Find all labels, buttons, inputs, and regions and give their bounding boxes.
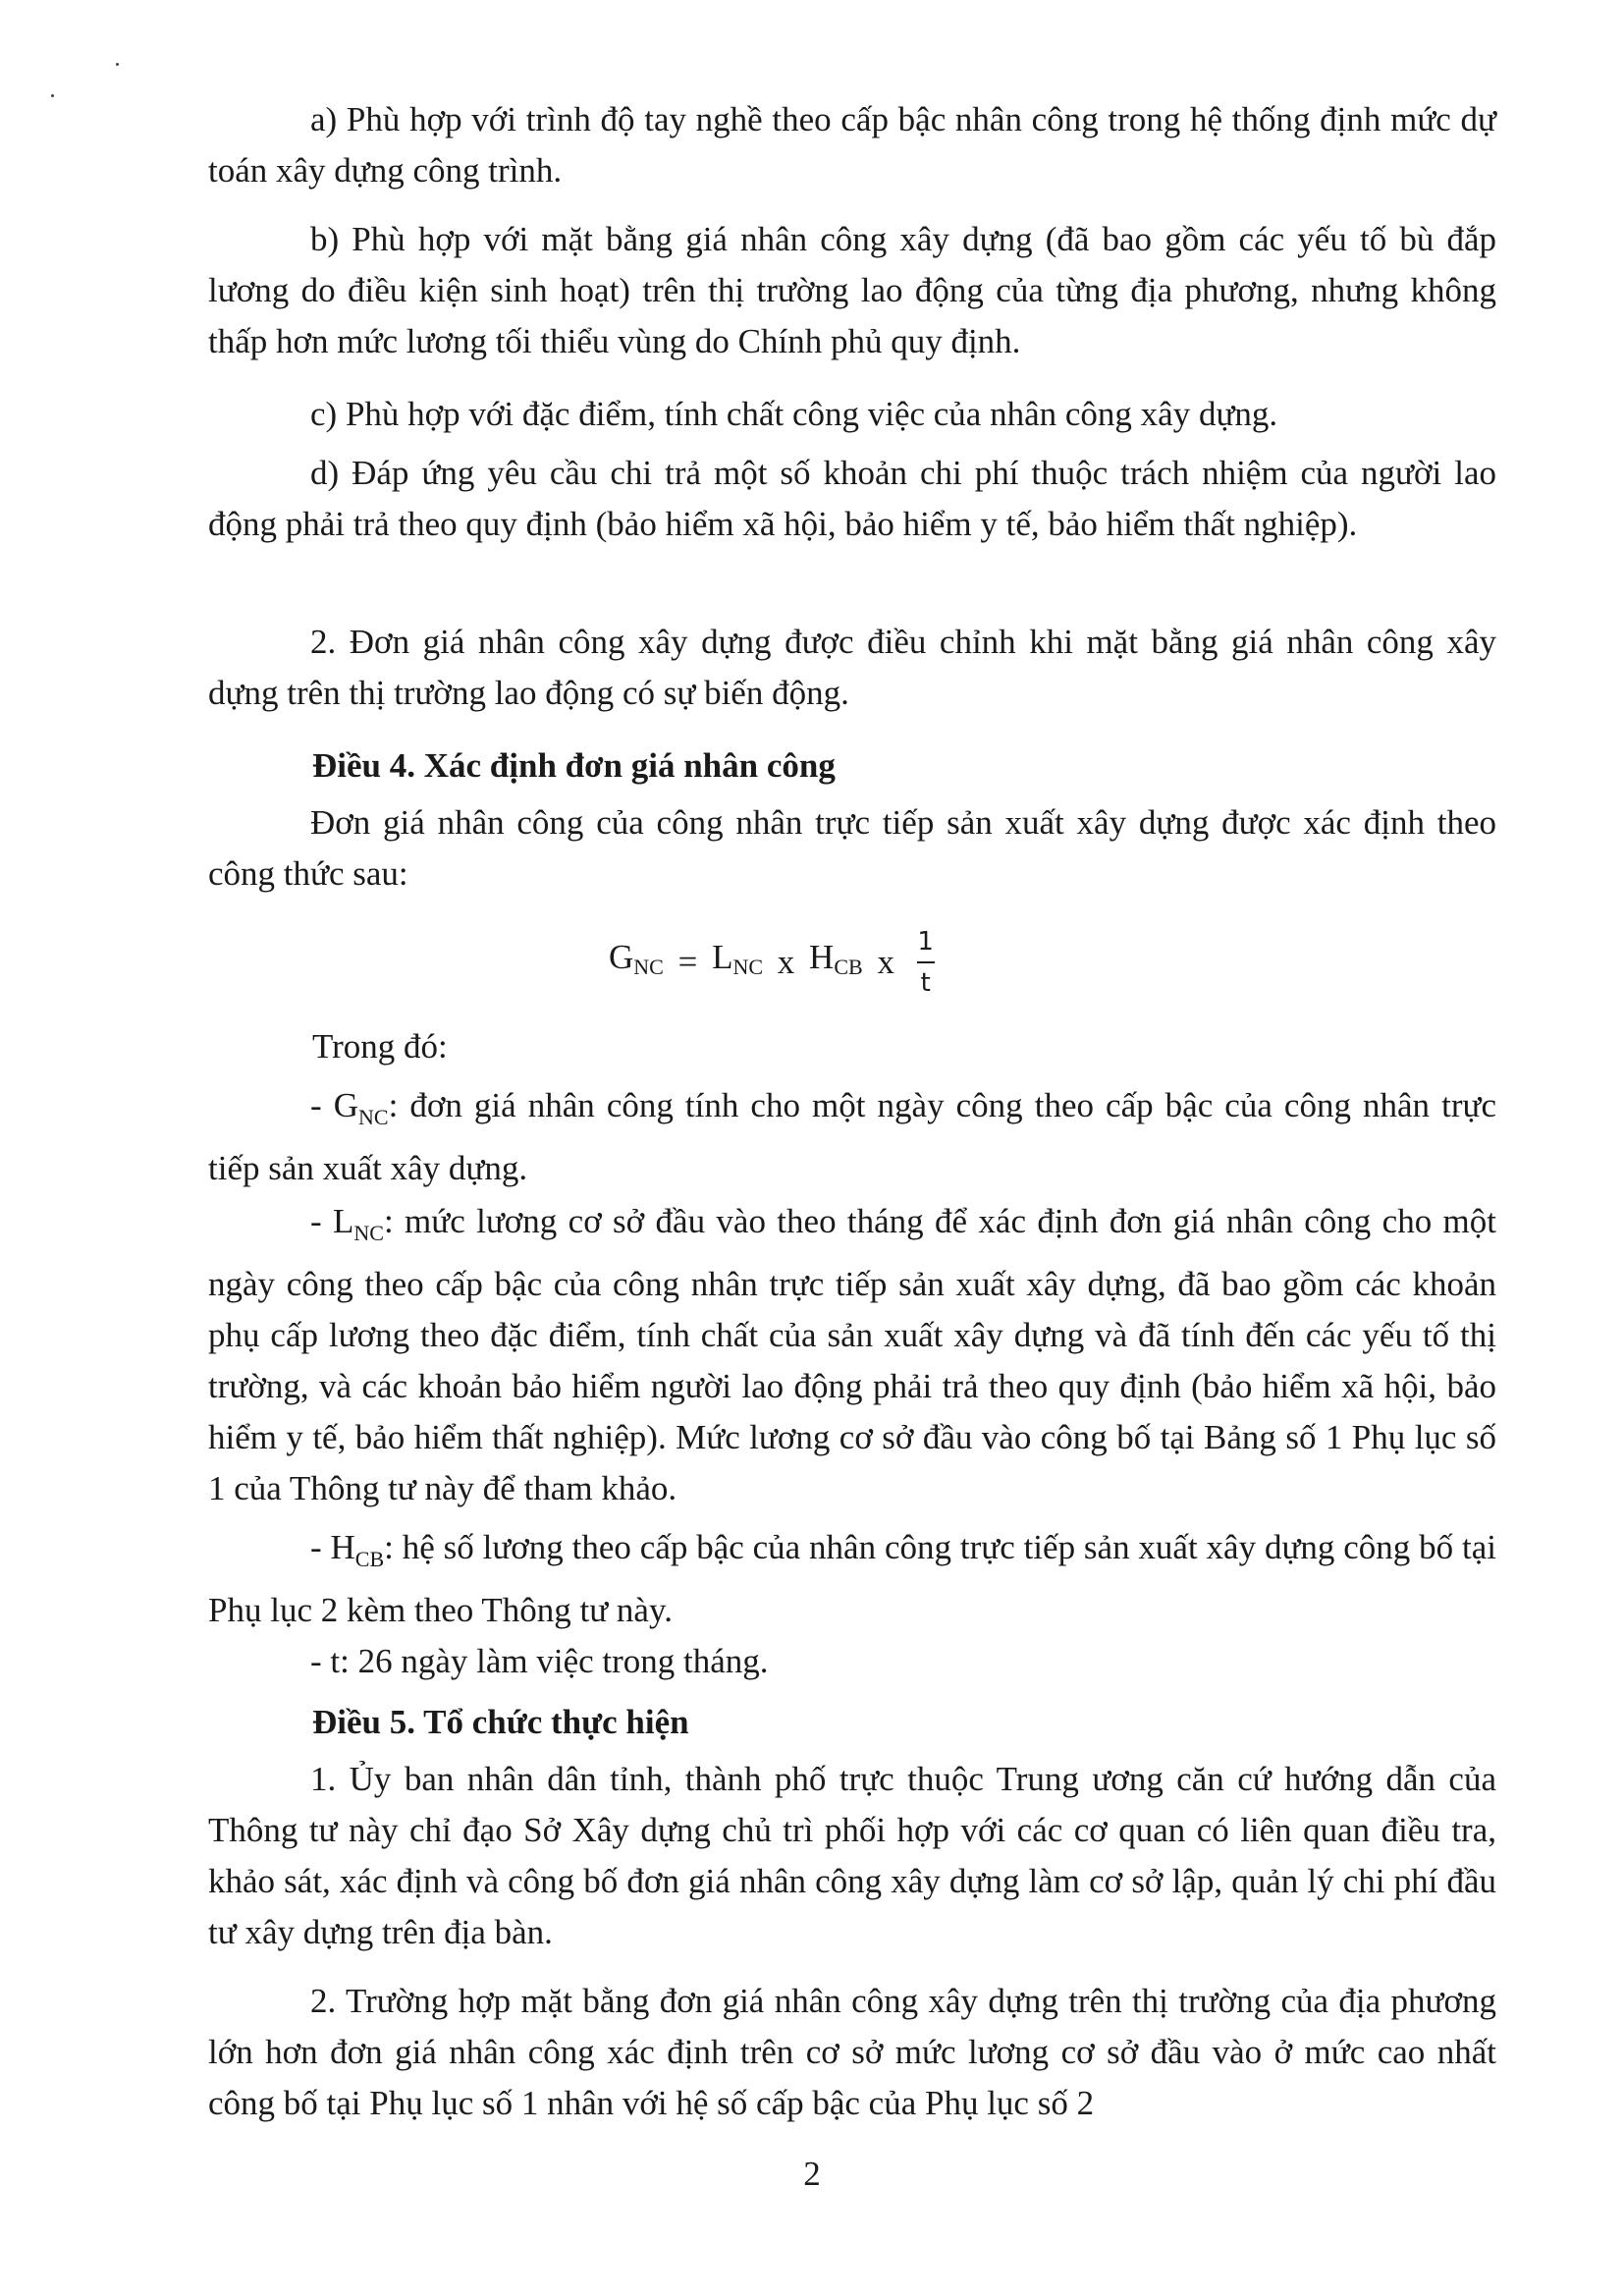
scan-speck <box>51 94 54 97</box>
formula-equals: = <box>669 943 707 981</box>
formula-fraction <box>917 926 935 999</box>
definition-g: - $G_{NC}$: đơn giá nhân công tính cho một ngày công theo cấp bậc của công nhân trực tiếp sản xuất xây dựng. <box>208 1086 1496 1187</box>
article-5-heading: Điều 5. Tổ chức thực hiện <box>312 1703 689 1741</box>
page-number: 2 <box>803 2155 821 2193</box>
article-4-heading: Điều 4. Xác định đơn giá nhân công <box>312 746 836 785</box>
paragraph-c <box>208 389 1496 440</box>
wage-formula <box>609 913 935 1011</box>
article-5-item-1-text: 1. Ủy ban nhân dân tỉnh, thành phố trực thuộc Trung ương căn cứ hướng dẫn của Thông tư này chỉ đạo Sở Xây dựng chủ trì phối hợp với các cơ quan có liên quan điều tra, khảo sát, xác định và công bố đơn giá nhân công xây dựng làm cơ sở lập, quản lý chi phí đầu tư xây dựng trên địa bàn. <box>208 1760 1496 1951</box>
article-5-item-2-text: 2. Trường hợp mặt bằng đơn giá nhân công xây dựng trên thị trường của địa phương lớn hơn đơn giá nhân công xác định trên cơ sở mức lương cơ sở đầu vào ở mức cao nhất công bố tại Phụ lục số 1 nhân với hệ số cấp bậc của Phụ lục số 2 <box>208 1982 1496 2122</box>
definition-l: - $L_{NC}$: mức lương cơ sở đầu vào theo tháng để xác định đơn giá nhân công cho một ngày công theo cấp bậc của công nhân trực tiếp sản xuất xây dựng, đã bao gồm các khoản phụ cấp lương theo đặc điểm, tính chất của sản xuất xây dựng và đã tính đến các yếu tố thị trường, và các khoản bảo hiểm người lao động phải trả theo quy định (bảo hiểm xã hội, bảo hiểm y tế, bảo hiểm thất nghiệp). Mức lương cơ sở đầu vào công bố tại Bảng số 1 Phụ lục số 1 của Thông tư này để tham khảo. <box>208 1202 1496 1507</box>
paragraph-a-text: a) Phù hợp với trình độ tay nghề theo cấp bậc nhân công trong hệ thống định mức dự toán xây dựng công trình. <box>208 100 1496 190</box>
paragraph-item-2 <box>208 617 1496 719</box>
fraction-numerator: 1 <box>917 927 934 957</box>
paragraph-item-2-text: 2. Đơn giá nhân công xây dựng được điều chỉnh khi mặt bằng giá nhân công xây dựng trên thị trường lao động có sự biến động. <box>208 623 1496 712</box>
paragraph-a <box>208 94 1496 196</box>
where-label: Trong đó: <box>312 1027 448 1066</box>
formula-lhs: $G_{NC}$ <box>609 938 664 979</box>
article-5-item-2 <box>208 1976 1496 2129</box>
formula-times-2: x <box>868 943 903 981</box>
fraction-bar <box>917 961 935 963</box>
paragraph-d <box>208 448 1496 550</box>
article-4-intro <box>208 797 1496 900</box>
definition-h: - $H_{CB}$: hệ số lương theo cấp bậc của nhân công trực tiếp sản xuất xây dựng công bố tại Phụ lục 2 kèm theo Thông tư này. <box>208 1528 1497 1629</box>
paragraph-d-text: d) Đáp ứng yêu cầu chi trả một số khoản chi phí thuộc trách nhiệm của người lao động phải trả theo quy định (bảo hiểm xã hội, bảo hiểm y tế, bảo hiểm thất nghiệp). <box>208 454 1496 543</box>
paragraph-c-text: c) Phù hợp với đặc điểm, tính chất công việc của nhân công xây dựng. <box>310 395 1278 433</box>
definition-t-text: - t: 26 ngày làm việc trong tháng. <box>310 1642 769 1680</box>
formula-times-1: x <box>769 943 804 981</box>
formula-term-l: $L_{NC}$ <box>712 938 764 979</box>
paragraph-b <box>208 214 1496 367</box>
definition-t <box>208 1636 1496 1687</box>
scan-speck <box>116 63 119 66</box>
fraction-denominator: t <box>920 968 931 998</box>
formula-term-h: $H_{CB}$ <box>809 938 863 979</box>
article-5-item-1 <box>208 1754 1496 1958</box>
article-4-intro-text: Đơn giá nhân công của công nhân trực tiếp sản xuất xây dựng được xác định theo công thức sau: <box>208 803 1496 893</box>
paragraph-b-text: b) Phù hợp với mặt bằng giá nhân công xây dựng (đã bao gồm các yếu tố bù đắp lương do điều kiện sinh hoạt) trên thị trường lao động của từng địa phương, nhưng không thấp hơn mức lương tối thiểu vùng do Chính phủ quy định. <box>208 220 1496 360</box>
